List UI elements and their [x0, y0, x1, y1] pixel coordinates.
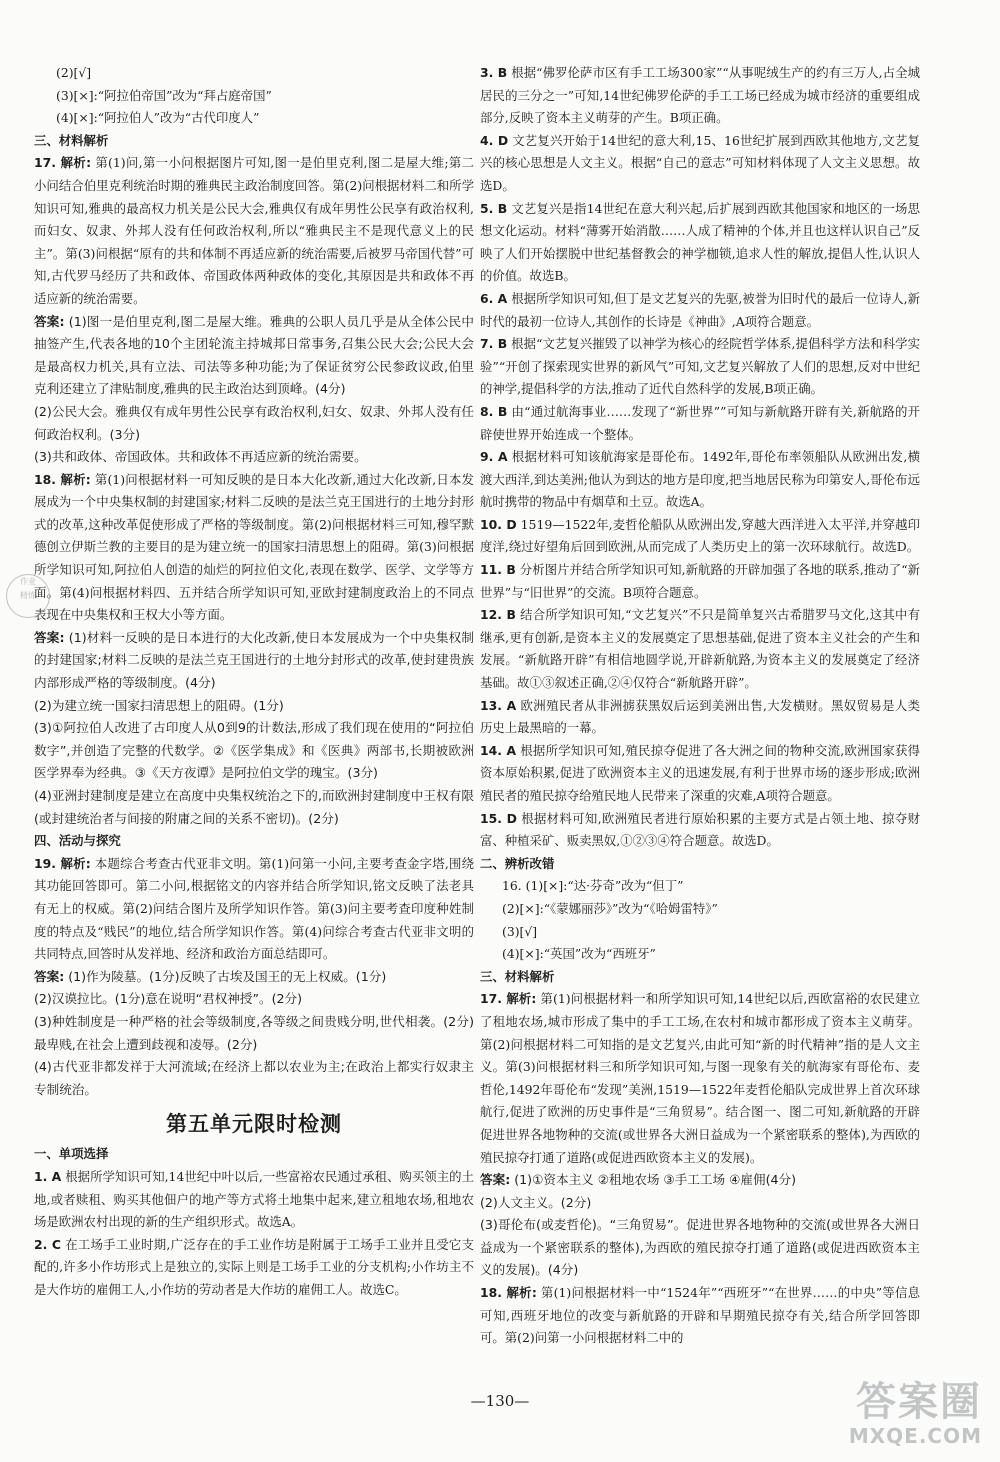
item-head: 8. B	[480, 403, 508, 419]
item-text: 根据所学知识可知,殖民掠夺促进了各大洲之间的物种交流,欧洲国家获得资本原始积累,促进了欧洲资本主义的迅速发展,有利于世界市场的逐步形成;欧洲殖民者的殖民掠夺给殖民地人民带来了深重的灾难,A项符合题意。	[480, 742, 920, 803]
item-text: (2)人文主义。(2分)	[480, 1194, 592, 1210]
item-text: 1519—1522年,麦哲伦船队从欧洲出发,穿越大西洋进入太平洋,并穿越印度洋,绕过好望角后回到欧洲,从而完成了人类历史上的第一次环球航行。故选D。	[480, 516, 920, 555]
analysis-paragraph	[34, 85, 474, 108]
watermark-logo	[849, 1380, 982, 1448]
item-text: 根据“文艺复兴摧毁了以神学为核心的经院哲学体系,提倡科学方法和科学实验”“开创了探索现实世界的新风气”可知,文艺复兴解放了人们的思想,反对中世纪的神学,提倡科学的方法,推动了近代自然科学的发展,B项正确。	[480, 336, 920, 397]
analysis-paragraph	[480, 1282, 920, 1350]
page-number: —130—	[470, 1392, 530, 1410]
answer-paragraph	[34, 695, 474, 718]
analysis-paragraph	[480, 875, 920, 898]
analysis-paragraph	[480, 740, 920, 808]
answer-paragraph	[480, 1214, 920, 1282]
answer-paragraph	[34, 785, 474, 830]
item-text: 根据材料可知该航海家是哥伦布。1492年,哥伦布率领船队从欧洲出发,横渡大西洋,到达美洲;他认为到达的地方是印度,把当地居民称为印第安人,哥伦布远航时携带的物品中有烟草和土豆。故选A。	[480, 449, 920, 510]
item-text: (2)[×]:“《蒙娜丽莎》”改为“《哈姆雷特》”	[502, 900, 718, 916]
section-heading: 三、材料解析	[34, 132, 109, 148]
answer-paragraph	[34, 717, 474, 785]
analysis-paragraph	[34, 62, 474, 85]
item-text: (2)为建立统一国家扫清思想上的阻碍。(1分)	[34, 697, 284, 713]
item-text: (4)[×]:“阿拉伯人”改为“古代印度人”	[56, 110, 260, 126]
answer-paragraph	[34, 627, 474, 695]
item-head: 11. B	[480, 562, 516, 578]
analysis-paragraph	[480, 898, 920, 921]
item-text: (1)材料一反映的是日本进行的大化改新,使日本发展成为一个中央集权制的封建国家;材料二反映的是法兰克王国进行的土地分封形式的改革,使封建贵族内部形成严格的等级制度。(4分)	[34, 629, 474, 691]
item-head: 15. D	[480, 810, 517, 826]
item-head: 10. D	[480, 516, 517, 532]
analysis-paragraph	[480, 198, 920, 288]
analysis-paragraph	[480, 333, 920, 401]
item-text: 第(1)问根据材料一可知反映的是日本大化改新,通过大化改新,日本发展成为一个中央集权制的封建国家;材料二反映的是法兰克王国进行的土地分封形式的改革,这种改革促使形成了严格的等级制度。第(2)问根据材料三可知,穆罕默德创立伊斯兰教的主要目的是为建立统一的国家扫清思想上的阻碍。第(3)问根据所学知识可知,阿拉伯人创造的灿烂的阿拉伯文化,表现在数学、医学、文学等方面。第(4)问根据材料四、五并结合所学知识可知,亚欧封建制度政治上的不同点表现在中央集权和王权大小等方面。	[34, 471, 474, 623]
item-text: 文艺复兴是指14世纪在意大利兴起,后扩展到西欧其他国家和地区的一场思想文化运动。材料“薄雾开始消散……人成了精神的个体,并且也这样认识自己”反映了人们开始摆脱中世纪基督教会的神学枷锁,追求人性的解放,提倡人性,认识人的价值。故选B。	[480, 200, 920, 284]
item-text: (3)①阿拉伯人改进了古印度人从0到9的计数法,形成了我们现在使用的“阿拉伯数字”,并创造了完整的代数学。②《医学集成》和《医典》两部书,长期被欧洲医学界奉为经典。③《天方夜谭》是阿拉伯文学的瑰宝。(3分)	[34, 720, 474, 781]
item-head: 18. 解析:	[480, 1285, 537, 1301]
watermark-text: 答案圈	[856, 1379, 982, 1425]
item-head: 4. D	[480, 132, 509, 148]
analysis-paragraph	[480, 62, 920, 130]
item-head: 14. A	[480, 742, 517, 758]
item-text: (2)汉谟拉比。(1分)意在说明“君权神授”。(2分)	[34, 991, 303, 1007]
answer-paragraph	[480, 1192, 920, 1215]
answer-paragraph	[34, 1056, 474, 1101]
item-text: (1)图一是伯里克利,图二是屋大维。雅典的公职人员几乎是从全体公民中抽签产生,代表各地的10个主团轮流主持城邦日常事务,召集公民大会;公民大会是最高权力机关,具有立法、司法等多种功能;为了保证贫穷公民参政议政,伯里克利还建立了津贴制度,雅典的民主政治达到顶峰。(4分)	[34, 313, 474, 397]
item-text: 分析图片并结合所学知识可知,新航路的开辟加强了各地的联系,推动了“新世界”与“旧世界”的交流。B项符合题意。	[480, 562, 920, 600]
analysis-paragraph	[480, 604, 920, 694]
answer-paragraph	[34, 966, 474, 989]
watermark-url: MXQE.COM	[848, 1424, 982, 1448]
analysis-paragraph	[480, 921, 920, 944]
item-text: (2)公民大会。雅典仅有成年男性公民享有政治权利,妇女、奴隶、外邦人没有任何政治权利。(3分)	[34, 403, 474, 442]
analysis-paragraph	[480, 446, 920, 514]
left-column	[34, 62, 474, 1301]
item-text: 由“通过航海事业……发现了“新世界””可知与新航路开辟有关,新航路的开辟使世界开始连成一个整体。	[480, 403, 920, 442]
item-text: 第(1)问根据材料一和所学知识可知,14世纪以后,西欧富裕的农民建立了租地农场,城市形成了集中的手工工场,在农村和城市都形成了资本主义萌芽。第(2)问根据材料二可知指的是文艺复兴,由此可知“新的时代精神”指的是人文主义。第(3)问根据材料三和所学知识可知,与图一现象有关的航海家有哥伦布、麦哲伦,1492年哥伦布“发现”美洲,1519—1522年麦哲伦船队完成世界上首次环球航行,促进了欧洲的历史事件是“三角贸易”。结合图一、图二可知,新航路的开辟促进世界各地物种的交流(或世界各大洲日益成为一个紧密联系的整体),为西欧的殖民掠夺打通了道路(或促进西欧资本主义的发展)。	[480, 991, 920, 1165]
item-head: 5. B	[480, 200, 508, 216]
item-text: (3)[√]	[502, 923, 538, 939]
analysis-paragraph	[480, 401, 920, 446]
item-head: 12. B	[480, 607, 516, 623]
analysis-paragraph	[480, 988, 920, 1169]
answer-paragraph	[34, 1011, 474, 1056]
item-head: 17. 解析:	[34, 155, 92, 171]
item-head: 答案:	[34, 629, 65, 645]
item-text: 欧洲殖民者从非洲掳获黑奴后运到美洲出售,大发横财。黑奴贸易是人类历史上最黑暗的一幕。	[480, 697, 920, 736]
item-text: 第(1)问根据材料一中“1524年”“西班牙”“在世界……的中央”等信息可知,西班牙地位的改变与新航路的开辟和早期殖民掠夺有关,结合所学回答即可。第(2)问第一小问根据材料二中的	[480, 1285, 920, 1346]
item-text: 第(1)问,第一小问根据图片可知,图一是伯里克利,图二是屋大维;第二小问结合伯里克利统治时期的雅典民主政治制度回答。第(2)问根据材料二和所学知识可知,雅典的最高权力机关是公民大会,雅典仅有成年男性公民享有政治权利,而妇女、奴隶、外邦人没有任何政治权利,所以“雅典民主不是现代意义上的民主”。第(3)问根据“原有的共和体制不再适应新的统治需要,后被罗马帝国代替”可知,古代罗马经历了共和政体、帝国政体两种政体的变化,其原因是共和政体不再适应新的统治需要。	[34, 155, 474, 306]
item-text: 在工场手工业时期,广泛存在的手工业作坊是附属于工场手工业并且受它支配的,许多小作坊形式上是独立的,实际上则是工场手工业的分支机构;小作坊主不是大作坊的雇佣工人,小作坊的劳动者是大作坊的雇佣工人。故选C。	[34, 1236, 474, 1297]
analysis-paragraph	[480, 943, 920, 966]
item-text: 根据材料可知,欧洲殖民者进行原始积累的主要方式是占领土地、掠夺财富、种植采矿、贩卖黑奴,①②③④符合题意。故选D。	[480, 810, 920, 849]
item-text: (2)[√]	[56, 65, 92, 80]
item-text: (4)亚洲封建制度是建立在高度中央集权统治之下的,而欧洲封建制度中王权有限(或封建统治者与间接的附庸之间的关系不密切)。(2分)	[34, 788, 474, 826]
item-head: 3. B	[480, 65, 508, 80]
stamp-mark: 作业 精炼	[6, 574, 50, 618]
unit-title: 第五单元限时检测	[166, 1112, 342, 1137]
analysis-paragraph	[480, 514, 920, 559]
analysis-paragraph	[34, 152, 474, 310]
analysis-paragraph	[480, 695, 920, 740]
item-text: (4)古代亚非都发祥于大河流域;在经济上都以农业为主;在政治上都实行奴隶主专制统治。	[34, 1059, 474, 1097]
section-heading: 四、活动与探究	[34, 833, 121, 849]
item-head: 答案:	[34, 968, 65, 984]
item-head: 7. B	[480, 336, 508, 352]
section-heading: 二、辨析改错	[480, 855, 555, 871]
answer-paragraph	[34, 311, 474, 401]
item-head: 17. 解析:	[480, 991, 537, 1007]
item-head: 6. A	[480, 290, 508, 306]
item-head: 9. A	[480, 449, 508, 465]
item-text: (1)作为陵墓。(1分)反映了古埃及国王的无上权威。(1分)	[68, 968, 387, 984]
item-text: (4)[×]:“英国”改为“西班牙”	[502, 946, 656, 962]
answer-paragraph	[34, 401, 474, 446]
item-head: 答案:	[34, 313, 65, 329]
item-text: 16. (1)[×]:“达·芬奇”改为“但丁”	[502, 878, 684, 894]
analysis-paragraph	[480, 559, 920, 604]
item-text: (3)哥伦布(或麦哲伦)。“三角贸易”。促进世界各地物种的交流(或世界各大洲日益成为一个紧密联系的整体),为西欧的殖民掠夺打通了道路(或促进西欧资本主义的发展)。(4分)	[480, 1217, 920, 1278]
analysis-paragraph	[34, 107, 474, 130]
answer-paragraph	[480, 1169, 920, 1192]
item-head: 答案:	[480, 1172, 511, 1188]
answer-paragraph	[34, 988, 474, 1011]
item-head: 13. A	[480, 697, 517, 713]
item-text: 结合所学知识可知,“文艺复兴”不只是简单复兴古希腊罗马文化,这其中有继承,更有创新,是资本主义的发展奠定了思想基础,促进了资本主义社会的产生和发展。“新航路开辟”有相信地圆学说,开辟新航路,为资本主义的发展奠定了经济基础。故①③叙述正确,②④仅符合“新航路开辟”。	[480, 607, 920, 691]
analysis-paragraph	[34, 1234, 474, 1302]
right-column	[480, 62, 920, 1350]
analysis-paragraph	[480, 130, 920, 198]
item-head: 2. C	[34, 1236, 61, 1252]
item-text: (1)①资本主义 ②租地农场 ③手工工场 ④雇佣(4分)	[514, 1172, 797, 1188]
item-text: (3)种姓制度是一种严格的社会等级制度,各等级之间贵贱分明,世代相袭。(2分)最卑贱,在社会上遭到歧视和凌辱。(2分)	[34, 1013, 474, 1052]
analysis-paragraph	[34, 469, 474, 627]
item-head: 1. A	[34, 1168, 62, 1184]
item-text: 根据所学知识可知,14世纪中叶以后,一些富裕农民通过承租、购买领主的土地,或者赎租、购买其他佃户的地产等方式将土地集中起来,建立租地农场,租地农场是欧洲农村出现的新的生产组织形式。故选A。	[34, 1168, 474, 1230]
analysis-paragraph	[480, 808, 920, 853]
item-text: (3)[×]:“阿拉伯帝国”改为“拜占庭帝国”	[56, 87, 272, 103]
analysis-paragraph	[480, 288, 920, 333]
item-text: (3)共和政体、帝国政体。共和政体不再适应新的统治需要。	[34, 449, 367, 465]
item-text: 根据“佛罗伦萨市区有手工工场300家”“从事呢绒生产的约有三万人,占全城居民的三分之一”可知,14世纪佛罗伦萨的手工工场已经成为城市经济的重要组成部分,反映了资本主义萌芽的产生。B项正确。	[480, 65, 920, 126]
item-text: 文艺复兴开始于14世纪的意大利,15、16世纪扩展到西欧其他地方,文艺复兴的核心思想是人文主义。根据“自己的意志”可知材料体现了人文主义思想。故选D。	[480, 132, 920, 193]
section-heading: 三、材料解析	[480, 968, 555, 984]
item-head: 19. 解析:	[34, 855, 91, 871]
item-head: 18. 解析:	[34, 471, 91, 487]
analysis-paragraph	[34, 1166, 474, 1234]
answer-paragraph	[34, 446, 474, 469]
item-text: 本题综合考查古代亚非文明。第(1)问第一小问,主要考查金字塔,围绕其功能回答即可。第二小问,根据铭文的内容并结合所学知识,铭文反映了法老具有无上的权威。第(2)问结合图片及所学知识作答。第(3)问主要考查印度种姓制度的特点及“贱民”的地位,结合所学知识作答。第(4)问综合考查古代亚非文明的共同特点,回答时从发祥地、经济和政治方面总结即可。	[34, 855, 474, 962]
item-text: 根据所学知识可知,但丁是文艺复兴的先驱,被誉为旧时代的最后一位诗人,新时代的最初一位诗人,其创作的长诗是《神曲》,A项符合题意。	[480, 290, 920, 329]
analysis-paragraph	[34, 853, 474, 966]
section-heading: 一、单项选择	[34, 1146, 109, 1162]
